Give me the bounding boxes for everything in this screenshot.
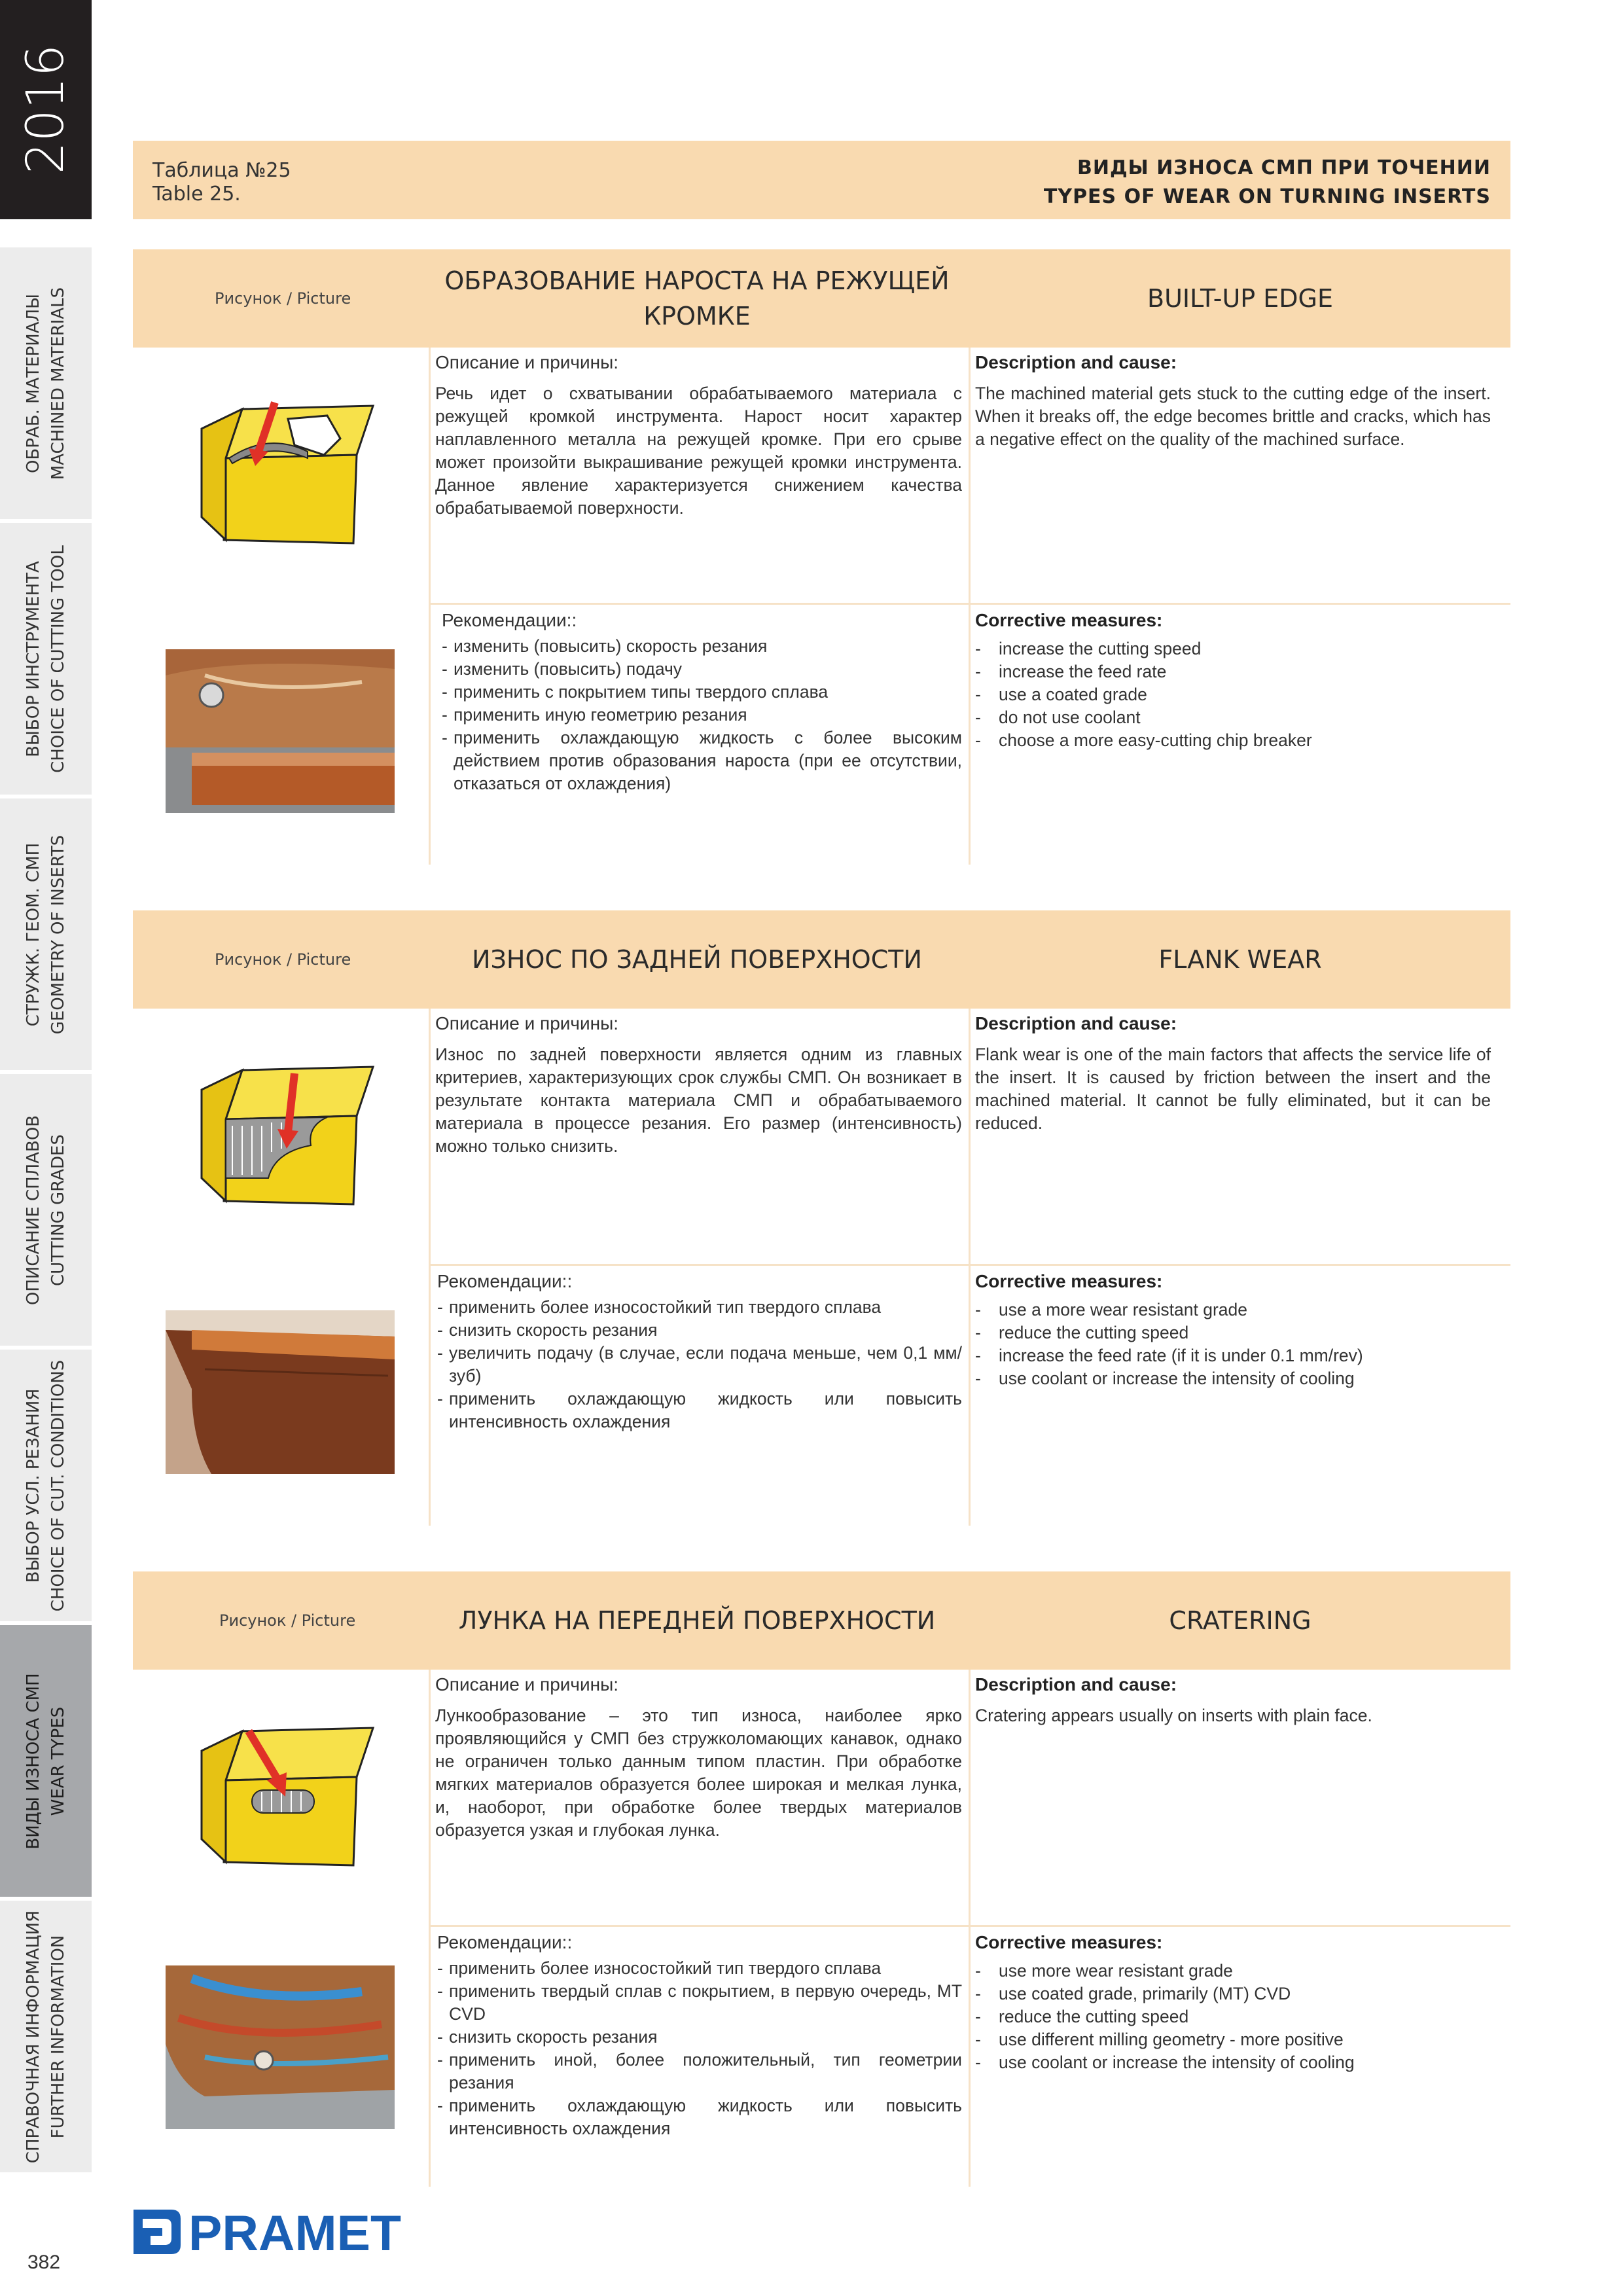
section-title-en: FLANK WEAR (1158, 945, 1322, 974)
description-heading-en: Description and cause: (975, 352, 1177, 372)
page-number: 382 (27, 2251, 61, 2273)
corrective-list-en (975, 1299, 1491, 1390)
description-text-en: The machined material gets stuck to the cutting edge of the insert. When it breaks off, the edge becomes brittle and cracks, which has a negative effect on the quality of the machined surface. (975, 384, 1491, 449)
corrective-list-en (975, 1960, 1491, 2074)
list-item: - increase the feed rate (if it is under 0.1 mm/rev) (975, 1346, 1363, 1365)
corrective-list-en (975, 637, 1491, 752)
corrective-heading-en: Corrective measures: (975, 1271, 1163, 1291)
list-item: - use coolant or increase the intensity of cooling (975, 2053, 1355, 2072)
sidebar-tab-label-ru: СТРУЖК. ГЕОМ. СМП (24, 842, 43, 1026)
column-divider (429, 1009, 431, 1526)
column-divider (429, 1670, 431, 2187)
sidebar-tab-cutting-grades[interactable] (0, 1074, 92, 1350)
sidebar-tab-cutting-conditions[interactable] (0, 1350, 92, 1625)
sidebar-tab-further-information[interactable] (0, 1901, 92, 2176)
sidebar-tab-label-en: FURTHER INFORMATION (48, 1935, 68, 2138)
row-divider (429, 603, 1510, 605)
picture-label: Рисунок / Picture (215, 950, 351, 969)
list-item: - изменить (повысить) скорость резания (442, 636, 768, 656)
description-text-ru: Износ по задней поверхности является одним из главных критериев, характеризующих срок службы СМП. Он возникает в результате контакта материала СМП и обрабатываемого материала в процессе резания. Его размер (интенсивность) можно только снизить. (435, 1045, 962, 1156)
recommendations-heading-ru: Рекомендации:: (442, 610, 577, 630)
description-text-en: Cratering appears usually on inserts with plain face. (975, 1706, 1372, 1725)
sidebar-tab-label-ru: СПРАВОЧНАЯ ИНФОРМАЦИЯ (24, 1910, 43, 2163)
column-divider (429, 348, 431, 865)
table-header (133, 141, 1510, 219)
list-item: - reduce the cutting speed (975, 1323, 1189, 1342)
section-header-cratering (133, 1571, 1510, 1670)
list-item: - снизить скорость резания (437, 2027, 658, 2047)
column-divider (969, 1670, 971, 2187)
list-item: - применить иную геометрию резания (442, 705, 747, 725)
description-heading-ru: Описание и причины: (435, 352, 618, 372)
list-item: - choose a more easy-cutting chip breaker (975, 730, 1312, 750)
recommendations-list-ru (437, 1296, 962, 1433)
corrective-heading-en: Corrective measures: (975, 610, 1163, 630)
list-item: - do not use coolant (975, 708, 1141, 727)
list-item: - use different milling geometry - more positive (975, 2030, 1344, 2049)
section-title-en: BUILT-UP EDGE (1147, 284, 1333, 313)
flank-wear-insert-illustration (196, 1054, 386, 1217)
list-item: - применить более износостойкий тип твердого сплава (437, 1958, 882, 1978)
list-item: - применить с покрытием типы твердого сплава (442, 682, 829, 702)
description-heading-ru: Описание и причины: (435, 1013, 618, 1033)
sidebar-tab-label-ru: ВЫБОР ИНСТРУМЕНТА (24, 560, 43, 757)
picture-label: Рисунок / Picture (215, 289, 351, 308)
section-title-en: CRATERING (1169, 1606, 1311, 1635)
table-label-ru: Таблица №25 (152, 159, 291, 182)
table-title-en: TYPES OF WEAR ON TURNING INSERTS (1043, 185, 1491, 208)
section-title-ru: ЛУНКА НА ПЕРЕДНЕЙ ПОВЕРХНОСТИ (458, 1606, 936, 1635)
description-text-ru: Лункообразование – это тип износа, наиболее ярко проявляющийся у СМП без стружколомающих канавок, однако не ограничен только данным типом пластин. При обработке мягких материалов образуется более широкая и мелкая лунка, и, наоборот, при обработке более твердых материалов образуется узкая и глубокая лунка. (435, 1706, 962, 1840)
row-divider (429, 1925, 1510, 1927)
pramet-logo (131, 2206, 406, 2258)
list-item: - use a more wear resistant grade (975, 1300, 1248, 1319)
cratering-photo (166, 1965, 395, 2129)
recommendations-list-ru (437, 1957, 962, 2140)
sidebar-tab-label-en: GEOMETRY OF INSERTS (48, 834, 68, 1034)
sidebar-tab-label-ru: ВИДЫ ИЗНОСА СМП (24, 1672, 43, 1850)
list-item: - применить более износостойкий тип твердого сплава (437, 1297, 882, 1317)
description-text-en: Flank wear is one of the main factors that affects the service life of the insert. It is caused by friction between the insert and the machined material. It cannot be fully eliminated, but it can be reduced. (975, 1045, 1491, 1133)
section-title-ru: ИЗНОС ПО ЗАДНЕЙ ПОВЕРХНОСТИ (472, 945, 922, 974)
list-item: - reduce the cutting speed (975, 2007, 1189, 2026)
recommendations-heading-ru: Рекомендации:: (437, 1271, 573, 1291)
recommendations-heading-ru: Рекомендации:: (437, 1932, 573, 1952)
section-header-built-up-edge (133, 249, 1510, 348)
sidebar-tab-label-ru: ВЫБОР УСЛ. РЕЗАНИЯ (24, 1388, 43, 1583)
description-heading-en: Description and cause: (975, 1674, 1177, 1695)
year-label: 2016 (16, 44, 75, 175)
list-item: - use coated grade, primarily (MT) CVD (975, 1984, 1291, 2003)
flank-wear-photo (166, 1310, 395, 1474)
list-item: - use coolant or increase the intensity of cooling (975, 1369, 1355, 1388)
list-item: - изменить (повысить) подачу (442, 659, 683, 679)
description-heading-en: Description and cause: (975, 1013, 1177, 1033)
section-header-flank-wear (133, 910, 1510, 1009)
table-title-ru: ВИДЫ ИЗНОСА СМП ПРИ ТОЧЕНИИ (1077, 156, 1491, 179)
sidebar-tab-machined-materials[interactable] (0, 247, 92, 523)
description-text-ru: Речь идет о схватывании обрабатываемого материала с режущей кромкой инструмента. Нарост носит характер наплавленного металла на режущей кромке. При его срыве может произойти выкрашивание режущей кромки инструмента. Данное явление характеризуется снижением качества обрабатываемой поверхности. (435, 384, 962, 518)
sidebar-tab-label-en: CHOICE OF CUT. CONDITIONS (48, 1359, 68, 1611)
sidebar-tab-label-en: CUTTING GRADES (48, 1134, 68, 1286)
column-divider (969, 1009, 971, 1526)
sidebar-tab-cutting-tool[interactable] (0, 523, 92, 798)
recommendations-list-ru (442, 635, 962, 795)
list-item: - increase the feed rate (975, 662, 1167, 681)
sidebar-tab-geometry[interactable] (0, 798, 92, 1074)
row-divider (429, 1264, 1510, 1266)
sidebar-tab-label-en: CHOICE OF CUTTING TOOL (48, 545, 68, 773)
sidebar-tab-label-ru: ОБРАБ. МАТЕРИАЛЫ (24, 293, 43, 473)
list-item: - увеличить подачу (в случае, если подача меньше, чем 0,1 мм/зуб) (437, 1343, 962, 1386)
sidebar-tab-label-ru: ОПИСАНИЕ СПЛАВОВ (24, 1115, 43, 1305)
list-item: - применить охлаждающую жидкость или повысить интенсивность охлаждения (437, 2096, 962, 2138)
list-item: - применить иной, более положительный, тип геометрии резания (437, 2050, 962, 2092)
list-item: - применить твердый сплав с покрытием, в первую очередь, МТ CVD (437, 1981, 962, 2024)
sidebar-tab-wear-types[interactable] (0, 1625, 92, 1901)
cratering-insert-illustration (196, 1715, 386, 1878)
corrective-heading-en: Corrective measures: (975, 1932, 1163, 1952)
list-item: - применить охлаждающую жидкость с более высоким действием против образования нароста (при ее отсутствии, отказаться от охлаждения) (442, 728, 962, 793)
picture-label: Рисунок / Picture (219, 1611, 356, 1630)
list-item: - increase the cutting speed (975, 639, 1202, 658)
sidebar-tab-label-en: MACHINED MATERIALS (48, 287, 68, 480)
brand-name: PRAMET (188, 2206, 401, 2258)
built-up-edge-photo (166, 649, 395, 813)
list-item: - применить охлаждающую жидкость или повысить интенсивность охлаждения (437, 1389, 962, 1431)
column-divider (969, 348, 971, 865)
list-item: - use a coated grade (975, 685, 1147, 704)
list-item: - use more wear resistant grade (975, 1961, 1233, 1981)
list-item: - снизить скорость резания (437, 1320, 658, 1340)
year-box (0, 0, 92, 219)
table-label-en: Table 25. (152, 183, 241, 206)
section-title-ru: ОБРАЗОВАНИЕ НАРОСТА НА РЕЖУЩЕЙ КРОМКЕ (444, 266, 950, 331)
built-up-edge-insert-illustration (196, 393, 386, 556)
sidebar-tab-label-en: WEAR TYPES (48, 1706, 68, 1816)
description-heading-ru: Описание и причины: (435, 1674, 618, 1695)
